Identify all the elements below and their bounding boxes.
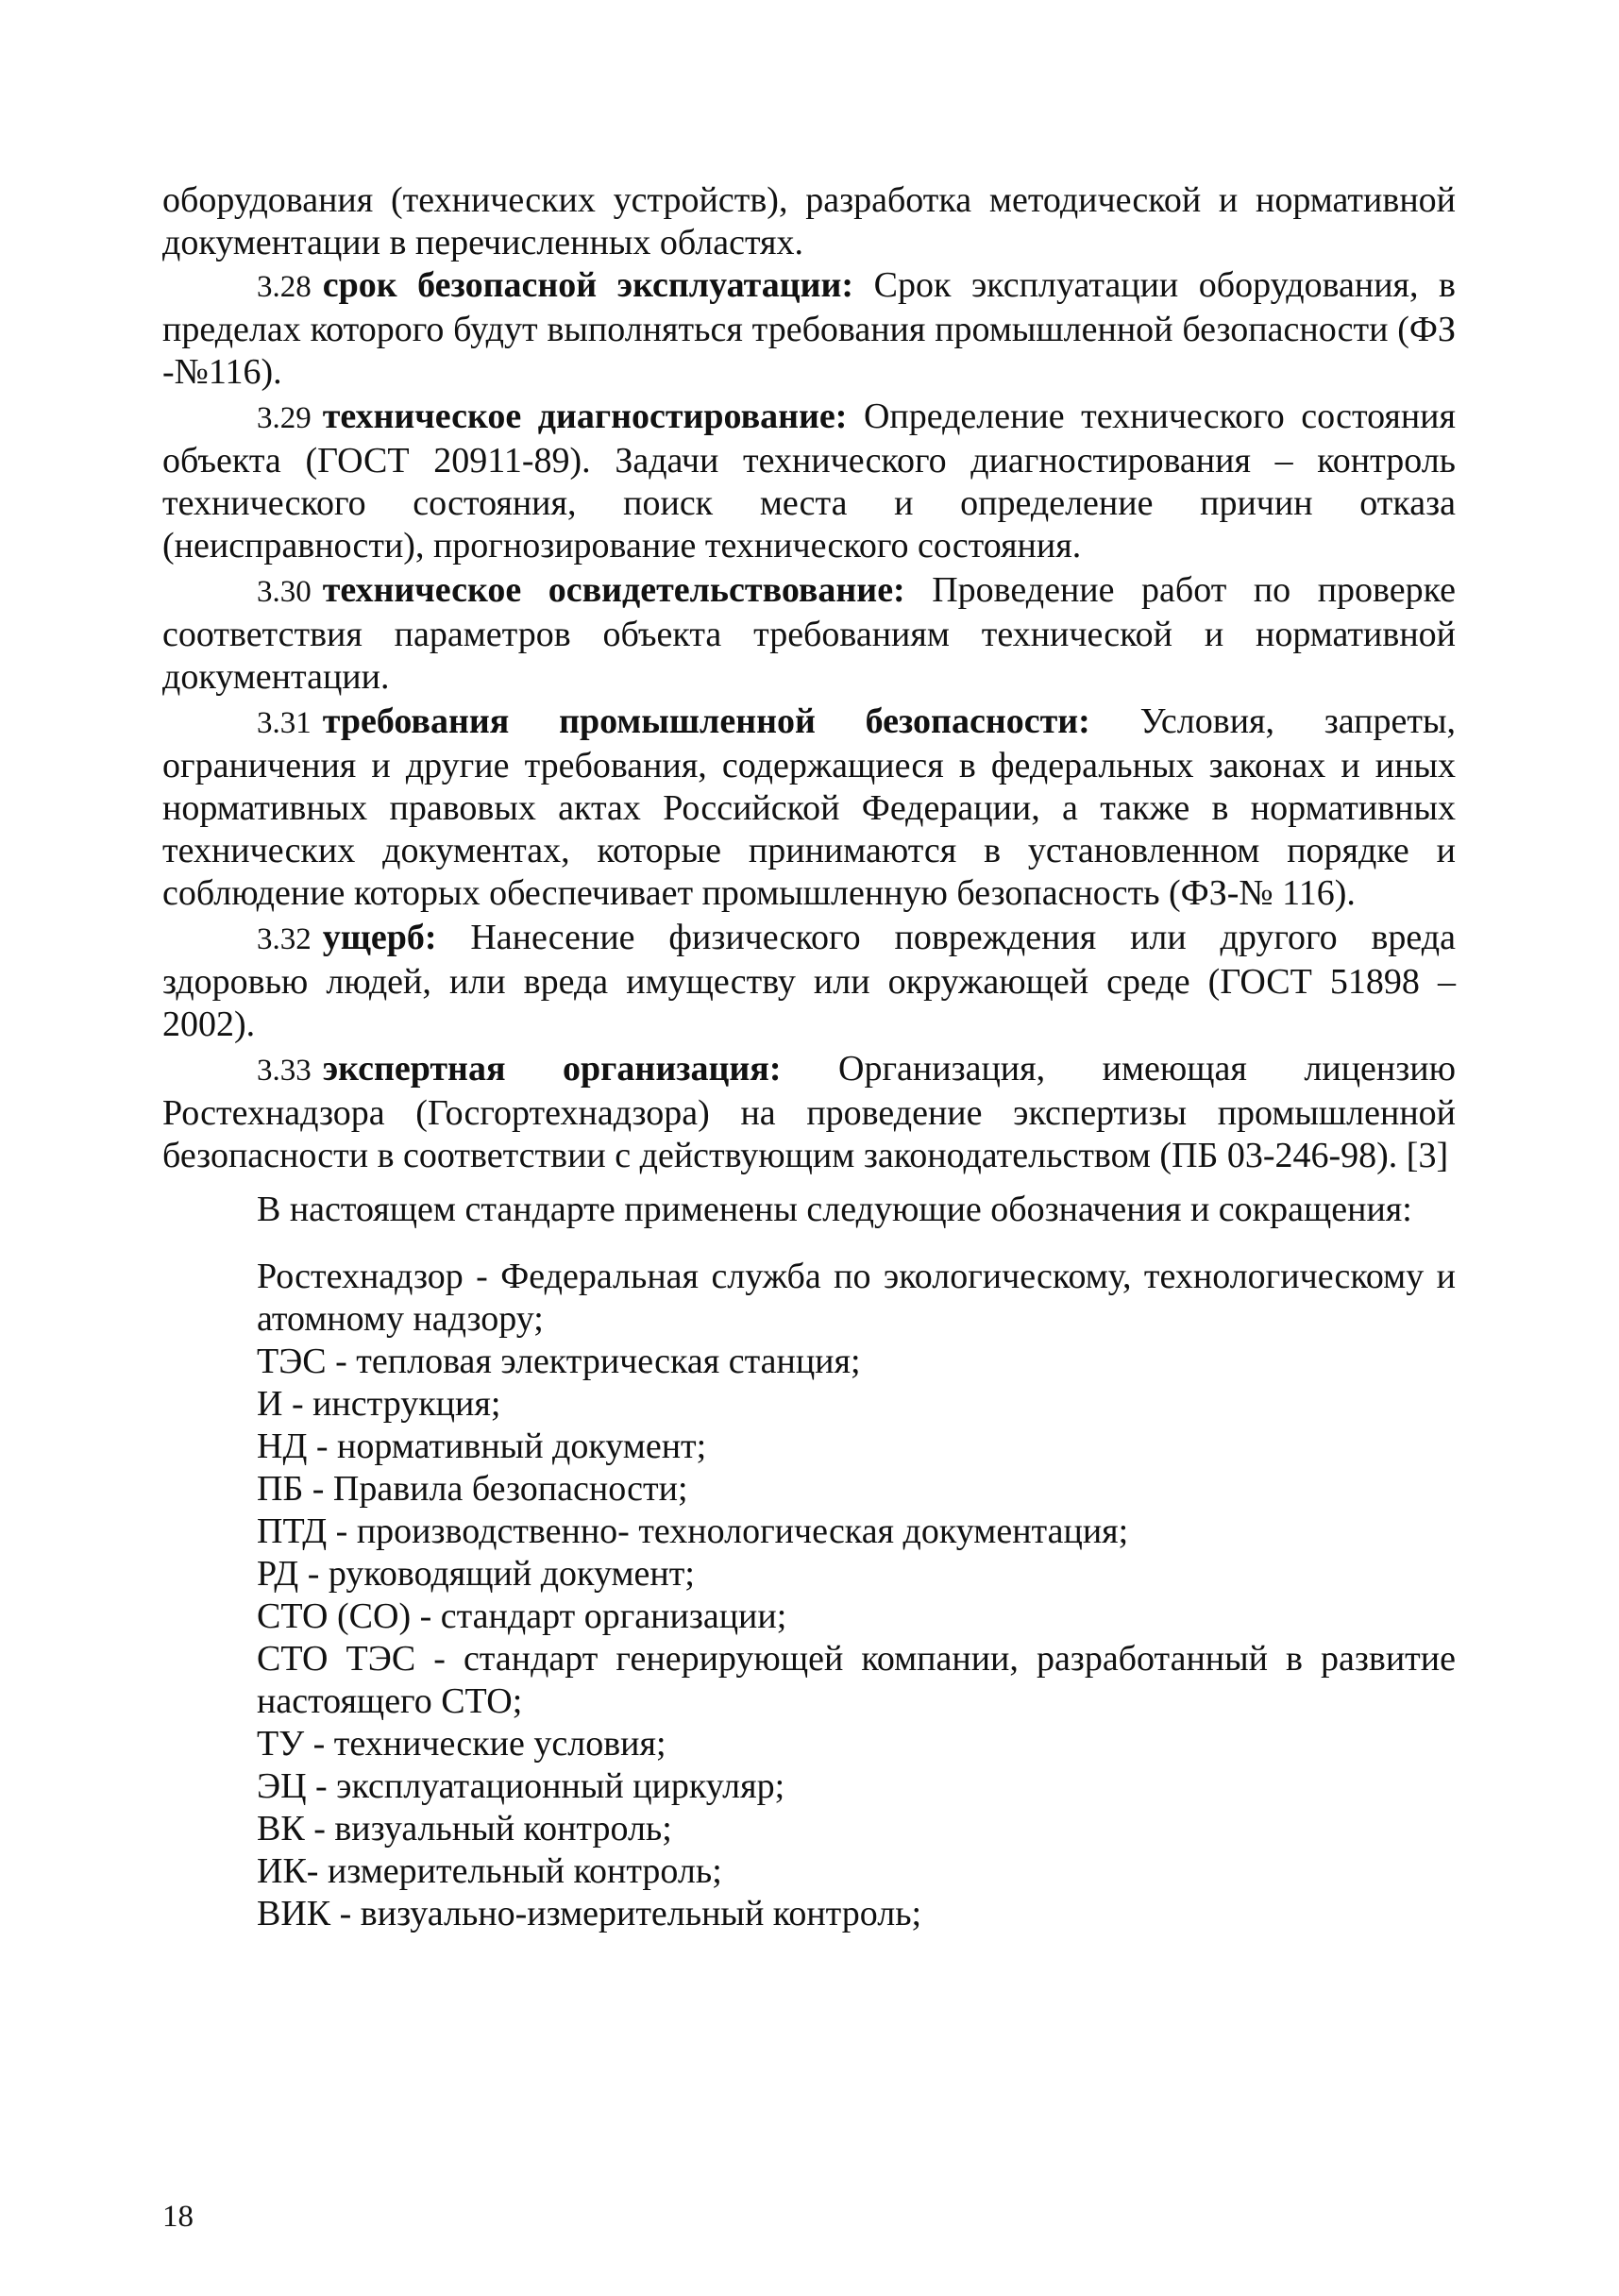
abbreviation-item: ПБ - Правила безопасности; <box>257 1469 688 1509</box>
page-body <box>162 179 1456 1935</box>
abbreviation-item: Ростехнадзор - Федеральная служба по экологическому, технологическому и атомному надзору; <box>257 1257 1456 1339</box>
abbreviation-item: ЭЦ - эксплуатационный циркуляр; <box>257 1766 785 1806</box>
abbreviation-item: НД - нормативный документ; <box>257 1427 707 1466</box>
definition-number: 3.32 <box>257 922 312 956</box>
definition-3-33 <box>162 1048 1456 1177</box>
definition-term: ущерб: <box>322 918 437 957</box>
definition-text: Срок эксплуатации оборудования, в пределах которого будут выполняться требования промышленной безопасности (ФЗ -№116). <box>162 265 1456 392</box>
abbreviation-item: СТО ТЭС - стандарт генерирующей компании, разработанный в развитие настоящего СТО; <box>257 1639 1456 1721</box>
definition-3-29 <box>162 396 1456 567</box>
definition-3-31 <box>162 701 1456 915</box>
abbreviation-item: И - инструкция; <box>257 1384 501 1424</box>
definition-3-30 <box>162 569 1456 699</box>
definition-text: Нанесение физического повреждения или другого вреда здоровью людей, или вреда имуществу или окружающей среде (ГОСТ 51898 – 2002). <box>162 918 1456 1044</box>
abbreviations-list <box>257 1256 1456 1935</box>
definition-term: требования промышленной безопасности: <box>322 701 1090 741</box>
definition-3-32 <box>162 917 1456 1046</box>
abbreviation-item: РД - руководящий документ; <box>257 1554 695 1594</box>
definition-number: 3.30 <box>257 575 312 609</box>
page-number: 18 <box>162 2200 194 2234</box>
abbreviations-intro: В настоящем стандарте применены следующие обозначения и сокращения: <box>257 1190 1412 1229</box>
definition-term: экспертная организация: <box>322 1049 782 1089</box>
definition-number: 3.33 <box>257 1054 312 1088</box>
definition-3-28 <box>162 264 1456 394</box>
abbreviation-item: ТЭС - тепловая электрическая станция; <box>257 1342 861 1381</box>
definition-text: Условия, запреты, ограничения и другие требования, содержащиеся в федеральных законах и иных нормативных правовых актах Российской Федерации, а также в нормативных технических документах, которые принимаются в установленном порядке и соблюдение которых обеспечивает промышленную безопасность (ФЗ-№ 116). <box>162 701 1457 913</box>
definition-text: Проведение работ по проверке соответствия параметров объекта требованиям технической и нормативной документации. <box>162 570 1456 697</box>
continuation-paragraph: оборудования (технических устройств), разработка методической и нормативной документации в перечисленных областях. <box>162 180 1456 262</box>
definition-number: 3.31 <box>257 706 312 740</box>
abbreviation-item: ВИК - визуально-измерительный контроль; <box>257 1894 922 1933</box>
abbreviation-item: ТУ - технические условия; <box>257 1724 666 1764</box>
abbreviation-item: ВК - визуальный контроль; <box>257 1809 672 1849</box>
definition-term: срок безопасной эксплуатации: <box>322 265 854 305</box>
definition-term: техническое диагностирование: <box>322 397 848 436</box>
definition-term: техническое освидетельствование: <box>322 570 905 610</box>
definition-text: Определение технического состояния объекта (ГОСТ 20911-89). Задачи технического диагностирования – контроль технического состояния, поиск места и определение причин отказа (неисправности), прогнозирование технического состояния. <box>162 397 1456 566</box>
definition-number: 3.29 <box>257 401 312 435</box>
abbreviation-item: ИК- измерительный контроль; <box>257 1851 722 1891</box>
abbreviation-item: ПТД - производственно- технологическая документация; <box>257 1511 1129 1551</box>
definition-number: 3.28 <box>257 270 312 304</box>
abbreviation-item: СТО (СО) - стандарт организации; <box>257 1596 787 1636</box>
definition-text: Организация, имеющая лицензию Ростехнадзора (Госгортехнадзора) на проведение экспертизы промышленной безопасности в соответствии с действующим законодательством (ПБ 03-246-98). [3] <box>162 1049 1456 1175</box>
